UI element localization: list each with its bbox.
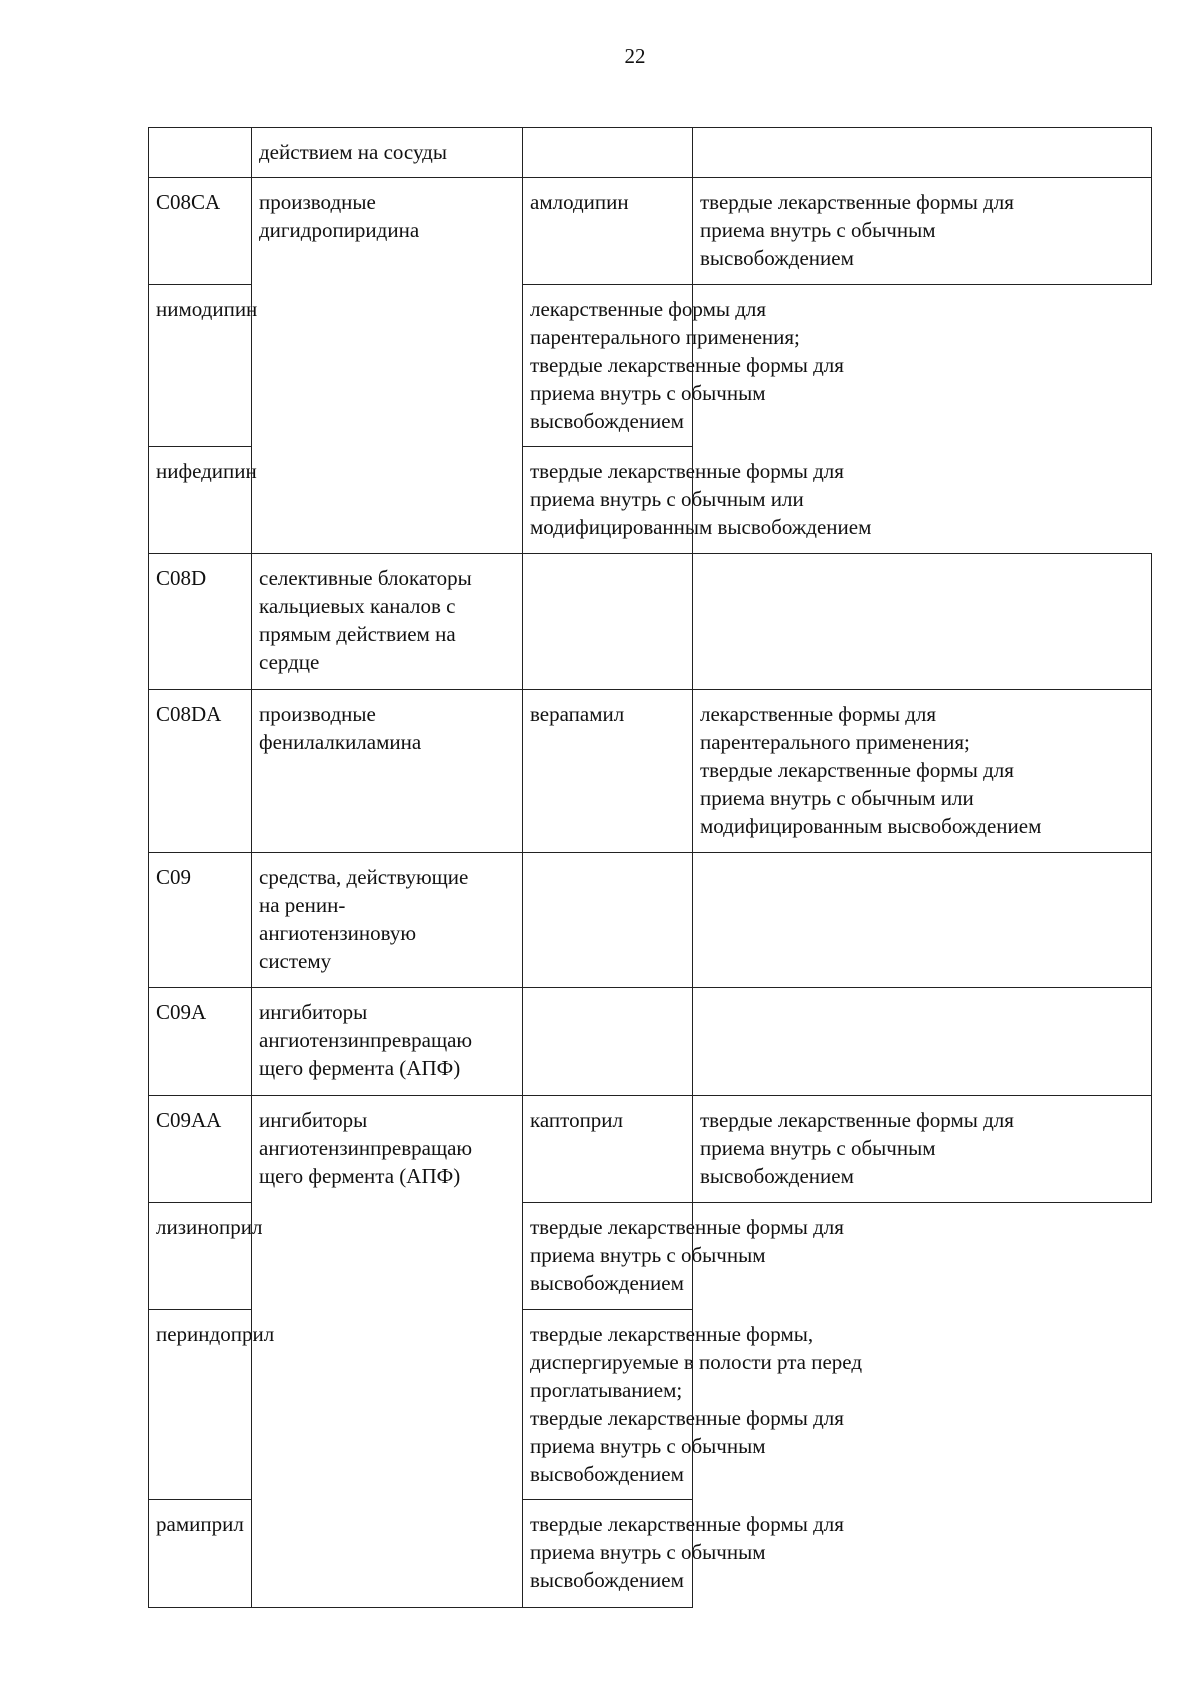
anatomical-group-cell-line: производные [259, 702, 376, 726]
anatomical-group-cell-line: дигидропиридина [259, 218, 420, 242]
anatomical-group-cell-line: прямым действием на [259, 622, 456, 646]
atc-code-cell-line: C09 [156, 865, 192, 889]
dosage-form-cell-line: приема внутрь с обычным [530, 1243, 766, 1267]
anatomical-group-cell-line: ингибиторы [259, 1108, 368, 1132]
table-row [149, 1096, 1152, 1203]
page-number: 22 [624, 44, 646, 68]
dosage-form-cell-line: приема внутрь с обычным [700, 1136, 936, 1160]
drug-name-cell-line: лизиноприл [156, 1215, 263, 1239]
dosage-form-cell-line: парентерального применения; [530, 325, 800, 349]
anatomical-group-cell [252, 988, 523, 1096]
drug-name-cell [523, 554, 693, 690]
dosage-form-cell-line: приема внутрь с обычным [530, 1540, 766, 1564]
anatomical-group-cell-line: ангиотензинпревращаю [259, 1136, 473, 1160]
dosage-form-cell-line: твердые лекарственные формы для [700, 190, 1014, 214]
dosage-form-cell-line: твердые лекарственные формы для [700, 758, 1014, 782]
drug-name-cell [149, 1500, 252, 1608]
atc-code-cell-line: C08CA [156, 190, 221, 214]
dosage-form-cell-line: высвобождением [530, 1271, 684, 1295]
dosage-form-cell-line: диспергируемые в полости рта перед [530, 1350, 863, 1374]
drug-name-cell [149, 1310, 275, 1500]
table-row [149, 853, 1152, 988]
atc-code-cell [149, 128, 252, 178]
atc-code-cell-line: C08DA [156, 702, 222, 726]
anatomical-group-cell-line: сердце [259, 650, 320, 674]
dosage-form-cell-line: твердые лекарственные формы для [530, 1406, 844, 1430]
anatomical-group-cell-line: действием на сосуды [259, 140, 447, 164]
atc-code-cell [149, 853, 252, 988]
anatomical-group-cell [252, 128, 523, 178]
table-row [149, 178, 1152, 285]
dosage-form-cell [693, 853, 1152, 988]
table-row [149, 128, 1152, 178]
dosage-form-cell [523, 1203, 844, 1310]
drug-name-cell-line: периндоприл [156, 1322, 275, 1346]
anatomical-group-cell [252, 554, 523, 690]
dosage-form-cell-line: высвобождением [700, 1164, 854, 1188]
dosage-form-cell-line: приема внутрь с обычным [700, 218, 936, 242]
table-row [149, 988, 1152, 1096]
anatomical-group-cell-line: фенилалкиламина [259, 730, 422, 754]
anatomical-group-cell [252, 690, 523, 853]
dosage-form-cell-line: твердые лекарственные формы для [700, 1108, 1014, 1132]
atc-code-cell [149, 1096, 252, 1203]
dosage-form-cell [693, 128, 1152, 178]
anatomical-group-cell-line: ангиотензинпревращаю [259, 1028, 473, 1052]
dosage-form-cell-line: модифицированным высвобождением [530, 515, 872, 539]
drug-name-cell [523, 128, 693, 178]
atc-code-cell [149, 178, 252, 285]
dosage-form-cell-line: модифицированным высвобождением [700, 814, 1042, 838]
dosage-form-cell-line: твердые лекарственные формы для [530, 1512, 844, 1536]
anatomical-group-cell-line: щего фермента (АПФ) [259, 1164, 461, 1188]
table-row [149, 690, 1152, 853]
drug-name-cell [149, 447, 257, 554]
drug-name-cell [149, 285, 258, 447]
drug-name-cell-line: нифедипин [156, 459, 257, 483]
anatomical-group-cell-line: ингибиторы [259, 1000, 368, 1024]
dosage-form-cell [523, 447, 872, 554]
dosage-form-cell-line: проглатыванием; [530, 1378, 683, 1402]
dosage-form-cell-line: твердые лекарственные формы, [530, 1322, 814, 1346]
drug-name-cell [149, 1203, 263, 1310]
drug-name-cell [523, 988, 693, 1096]
table-row [149, 554, 1152, 690]
anatomical-group-cell-line: систему [259, 949, 332, 973]
dosage-form-cell-line: твердые лекарственные формы для [530, 459, 844, 483]
drug-name-cell-line: рамиприл [156, 1512, 244, 1536]
anatomical-group-cell-line: кальциевых каналов с [259, 594, 456, 618]
dosage-form-cell-line: лекарственные формы для [530, 297, 767, 321]
dosage-form-cell-line: приема внутрь с обычным или [530, 487, 804, 511]
dosage-form-cell-line: высвобождением [530, 1462, 684, 1486]
dosage-form-cell-line: высвобождением [700, 246, 854, 270]
anatomical-group-cell-line: средства, действующие [259, 865, 469, 889]
anatomical-group-cell-line: ангиотензиновую [259, 921, 417, 945]
dosage-form-cell [523, 1500, 844, 1608]
drug-table [148, 127, 1152, 1608]
anatomical-group-cell [252, 178, 523, 554]
atc-code-cell [149, 554, 252, 690]
dosage-form-cell-line: приема внутрь с обычным [530, 381, 766, 405]
drug-name-cell-line: каптоприл [530, 1108, 624, 1132]
dosage-form-cell [693, 178, 1152, 285]
atc-code-cell-line: C08D [156, 566, 207, 590]
dosage-form-cell-line: высвобождением [530, 1568, 684, 1592]
drug-name-cell [523, 853, 693, 988]
anatomical-group-cell [252, 853, 523, 988]
dosage-form-cell [693, 1096, 1152, 1203]
atc-code-cell-line: C09A [156, 1000, 207, 1024]
dosage-form-cell-line: парентерального применения; [700, 730, 970, 754]
dosage-form-cell-line: твердые лекарственные формы для [530, 353, 844, 377]
dosage-form-cell [693, 554, 1152, 690]
dosage-form-cell [523, 1310, 863, 1500]
drug-name-cell-line: верапамил [530, 702, 625, 726]
anatomical-group-cell [252, 1096, 523, 1608]
drug-name-cell-line: нимодипин [156, 297, 258, 321]
dosage-form-cell [693, 988, 1152, 1096]
anatomical-group-cell-line: на ренин- [259, 893, 346, 917]
dosage-form-cell [693, 690, 1152, 853]
dosage-form-cell-line: высвобождением [530, 409, 684, 433]
drug-name-cell [523, 690, 693, 853]
anatomical-group-cell-line: производные [259, 190, 376, 214]
table-body [149, 128, 1152, 1608]
drug-name-cell [523, 178, 693, 285]
anatomical-group-cell-line: селективные блокаторы [259, 566, 472, 590]
anatomical-group-cell-line: щего фермента (АПФ) [259, 1056, 461, 1080]
drug-name-cell [523, 1096, 693, 1203]
drug-name-cell-line: амлодипин [530, 190, 629, 214]
dosage-form-cell-line: твердые лекарственные формы для [530, 1215, 844, 1239]
atc-code-cell [149, 690, 252, 853]
atc-code-cell-line: C09AA [156, 1108, 222, 1132]
dosage-form-cell [523, 285, 844, 447]
dosage-form-cell-line: приема внутрь с обычным или [700, 786, 974, 810]
atc-code-cell [149, 988, 252, 1096]
dosage-form-cell-line: лекарственные формы для [700, 702, 937, 726]
dosage-form-cell-line: приема внутрь с обычным [530, 1434, 766, 1458]
